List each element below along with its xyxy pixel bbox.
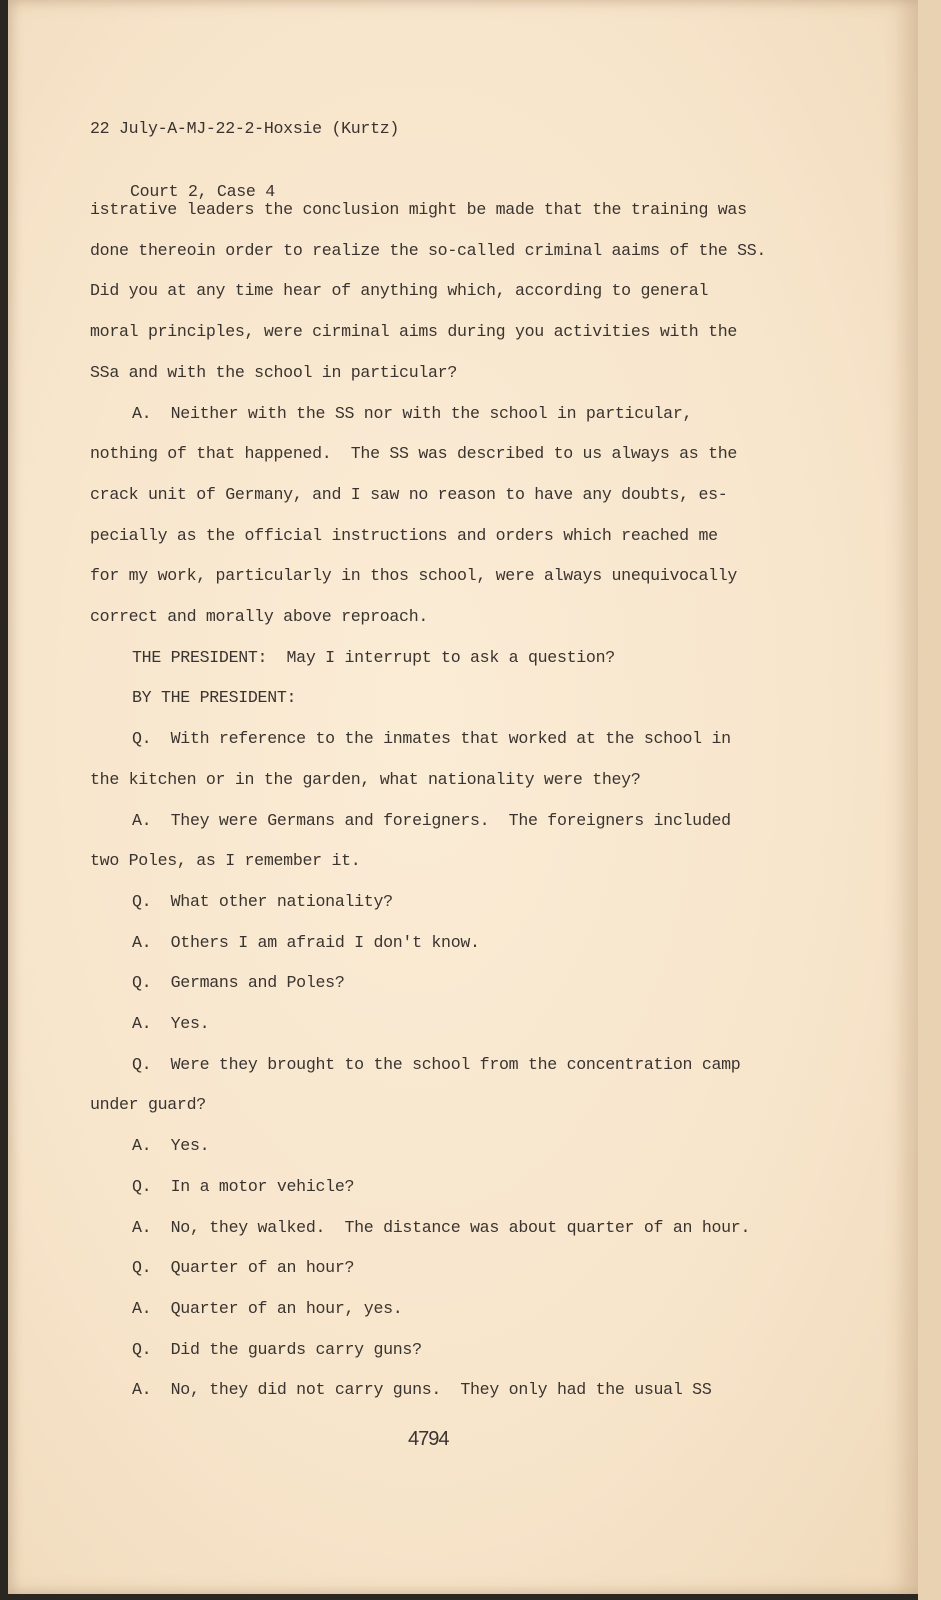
- transcript-line: A. No, they did not carry guns. They only had the usual SS: [132, 1380, 712, 1400]
- transcript-line: Q. Did the guards carry guns?: [132, 1339, 422, 1359]
- transcript-line: Q. With reference to the inmates that worked at the school in: [132, 729, 731, 749]
- transcript-line: Q. Were they brought to the school from the concentration camp: [132, 1054, 741, 1074]
- transcript-line: pecially as the official instructions and orders which reached me: [90, 525, 718, 545]
- transcript-line: A. Yes.: [132, 1136, 210, 1156]
- transcript-line: Q. Quarter of an hour?: [132, 1258, 355, 1278]
- transcript-line: correct and morally above reproach.: [90, 607, 429, 627]
- transcript-line: A. Quarter of an hour, yes.: [132, 1298, 403, 1318]
- transcript-line: THE PRESIDENT: May I interrupt to ask a question?: [132, 647, 615, 667]
- transcript-line: A. Neither with the SS nor with the school in particular,: [132, 403, 693, 423]
- transcript-line: A. Others I am afraid I don't know.: [132, 932, 480, 952]
- transcript-line: crack unit of Germany, and I saw no reason to have any doubts, es-: [90, 484, 728, 504]
- page-edge: [918, 0, 941, 1600]
- transcript-line: SSa and with the school in particular?: [90, 362, 457, 382]
- transcript-line: two Poles, as I remember it.: [90, 851, 361, 871]
- transcript-line: A. Yes.: [132, 1014, 210, 1034]
- transcript-line: Did you at any time hear of anything which, according to general: [90, 281, 709, 301]
- transcript-line: under guard?: [90, 1095, 206, 1115]
- document-page: [8, 0, 918, 1594]
- transcript-line: A. They were Germans and foreigners. The foreigners included: [132, 810, 731, 830]
- header-line-court: Court 2, Case 4: [130, 182, 275, 201]
- transcript-line: done thereoin order to realize the so-called criminal aaims of the SS.: [90, 240, 767, 260]
- transcript-line: Q. In a motor vehicle?: [132, 1176, 355, 1196]
- transcript-line: BY THE PRESIDENT:: [132, 688, 297, 708]
- transcript-line: Q. Germans and Poles?: [132, 973, 345, 993]
- transcript-line: for my work, particularly in thos school, were always unequivocally: [90, 566, 738, 586]
- transcript-body: [90, 190, 766, 1411]
- transcript-line: moral principles, were cirminal aims during you activities with the: [90, 322, 738, 342]
- page-number: 4794: [408, 1428, 449, 1450]
- header-line-case-id: 22 July-A-MJ-22-2-Hoxsie (Kurtz): [90, 119, 400, 138]
- transcript-line: nothing of that happened. The SS was described to us always as the: [90, 444, 738, 464]
- transcript-line: A. No, they walked. The distance was about quarter of an hour.: [132, 1217, 751, 1237]
- transcript-line: istrative leaders the conclusion might be made that the training was: [90, 200, 747, 219]
- transcript-line: the kitchen or in the garden, what nationality were they?: [90, 769, 641, 789]
- transcript-line: Q. What other nationality?: [132, 891, 393, 911]
